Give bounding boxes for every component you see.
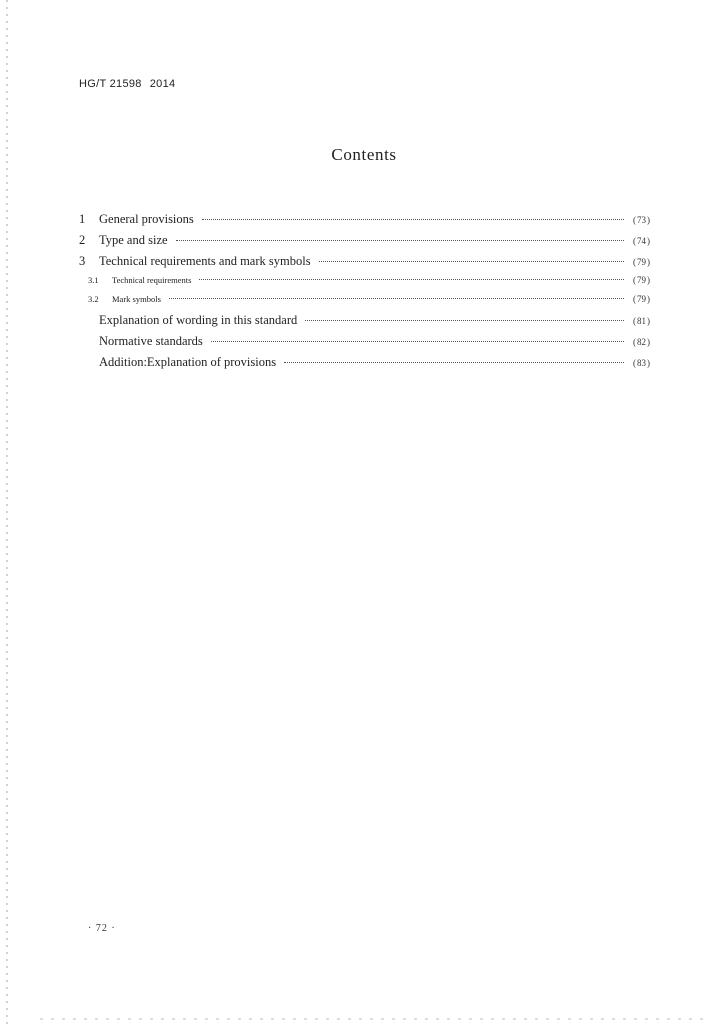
dot-leader bbox=[305, 319, 624, 321]
toc-entry-page: (83) bbox=[633, 358, 650, 368]
scan-edge-marks bbox=[40, 1018, 710, 1020]
toc-entry[interactable] bbox=[79, 254, 651, 275]
toc-entry[interactable] bbox=[79, 294, 651, 313]
toc-entry-page: (73) bbox=[633, 215, 650, 225]
toc-entry-number: 3.2 bbox=[88, 294, 99, 304]
toc-entry-page: (81) bbox=[633, 316, 650, 326]
table-of-contents bbox=[79, 212, 651, 376]
toc-entry-page-number: 81 bbox=[637, 316, 646, 326]
toc-entry[interactable] bbox=[79, 212, 651, 233]
page-title: Contents bbox=[331, 145, 397, 164]
toc-entry-number: 1 bbox=[79, 212, 86, 226]
toc-entry-label: Type and size bbox=[99, 233, 168, 247]
standard-year: 2014 bbox=[149, 78, 176, 90]
dot-leader bbox=[169, 297, 624, 299]
toc-entry-page: (79) bbox=[633, 275, 650, 285]
toc-entry-page-number: 79 bbox=[637, 275, 646, 285]
toc-entry-page: (74) bbox=[633, 236, 650, 246]
dot-leader bbox=[176, 239, 624, 241]
toc-entry-page: (82) bbox=[633, 337, 650, 347]
toc-entry-label: Explanation of wording in this standard bbox=[99, 313, 298, 327]
toc-entry-page-number: 73 bbox=[637, 215, 646, 225]
toc-entry-page-number: 79 bbox=[637, 294, 646, 304]
toc-entry[interactable] bbox=[79, 355, 651, 376]
toc-entry[interactable] bbox=[79, 275, 651, 294]
toc-entry-label: General provisions bbox=[99, 212, 194, 226]
toc-entry-page-number: 74 bbox=[637, 236, 646, 246]
toc-entry-page-number: 83 bbox=[637, 358, 646, 368]
toc-entry-label: Technical requirements bbox=[112, 275, 192, 285]
running-header bbox=[79, 78, 175, 90]
toc-entry-page: (79) bbox=[633, 257, 650, 267]
toc-entry-label: Mark symbols bbox=[112, 294, 161, 304]
toc-entry[interactable] bbox=[79, 313, 651, 334]
toc-entry-label: Normative standards bbox=[99, 334, 203, 348]
toc-entry-page-number: 79 bbox=[637, 257, 646, 267]
dot-leader bbox=[202, 218, 624, 220]
dot-leader bbox=[284, 361, 624, 363]
toc-entry-number: 2 bbox=[79, 233, 86, 247]
dot-leader bbox=[211, 340, 624, 342]
toc-entry-number: 3 bbox=[79, 254, 86, 268]
toc-entry-number: 3.1 bbox=[88, 275, 99, 285]
toc-entry[interactable] bbox=[79, 334, 651, 355]
toc-entry-page-number: 82 bbox=[637, 337, 646, 347]
dot-leader bbox=[319, 260, 624, 262]
toc-entry-label: Technical requirements and mark symbols bbox=[99, 254, 311, 268]
standard-code: HG/T 21598 bbox=[79, 78, 142, 90]
page-number: · 72 · bbox=[88, 923, 116, 934]
toc-entry-page: (79) bbox=[633, 294, 650, 304]
toc-entry-label: Addition:Explanation of provisions bbox=[99, 355, 277, 369]
dot-leader bbox=[199, 278, 624, 280]
toc-entry[interactable] bbox=[79, 233, 651, 254]
